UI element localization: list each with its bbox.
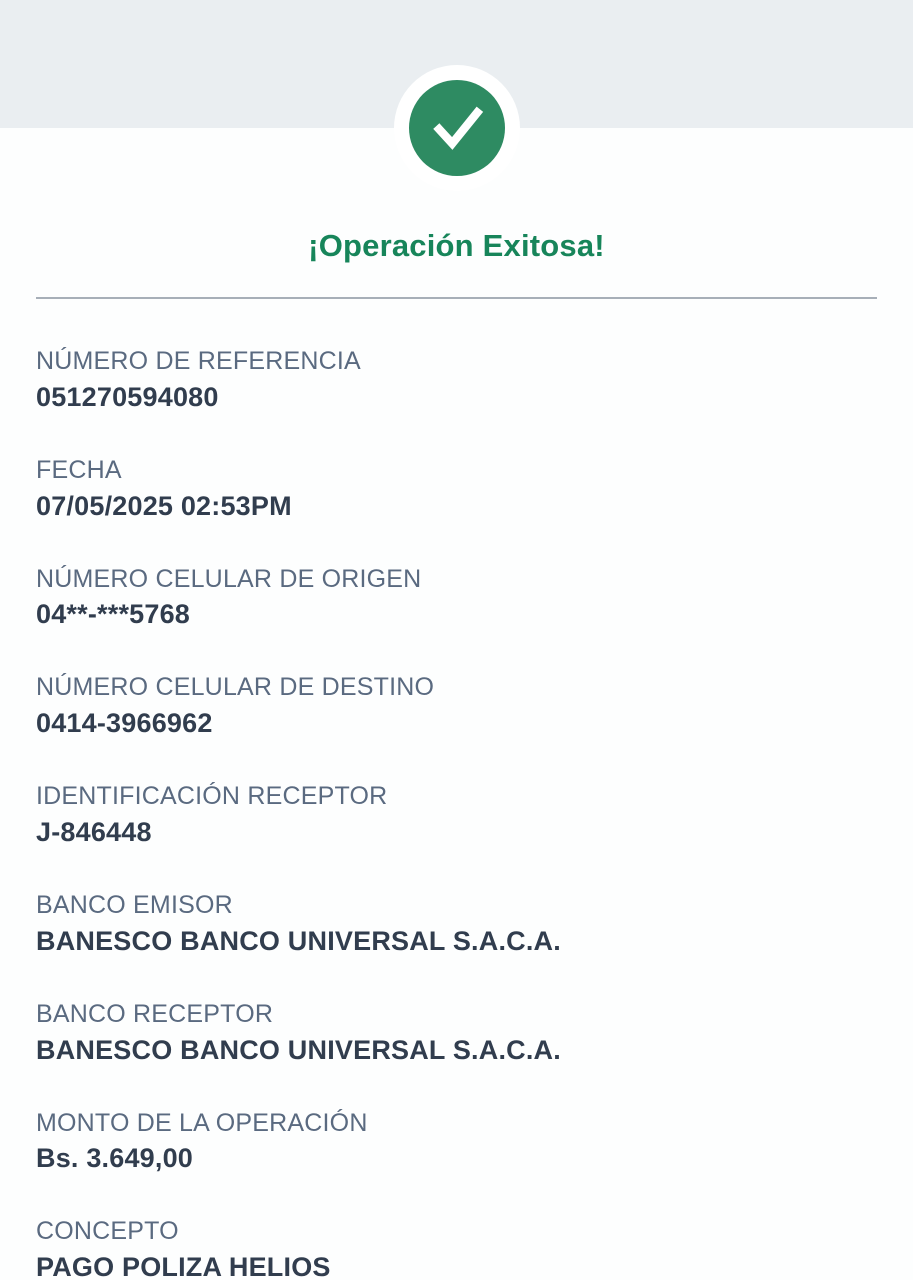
field-receiving-bank <box>36 1000 877 1066</box>
field-label: BANCO RECEPTOR <box>36 999 274 1028</box>
check-circle-icon <box>409 80 505 176</box>
receipt-fields <box>0 299 913 1280</box>
field-label: NÚMERO DE REFERENCIA <box>36 347 361 375</box>
field-label: BANCO EMISOR <box>36 890 233 919</box>
field-value: PAGO POLIZA HELIOS <box>36 1252 331 1280</box>
field-value: BANESCO BANCO UNIVERSAL S.A.C.A. <box>36 925 561 956</box>
field-value: Bs. 3.649,00 <box>36 1143 194 1174</box>
success-title: ¡Operación Exitosa! <box>308 228 605 263</box>
field-label: MONTO DE LA OPERACIÓN <box>36 1108 368 1137</box>
field-destination-phone <box>36 673 877 739</box>
field-value: J-846448 <box>36 816 152 847</box>
field-reference-number <box>36 347 877 413</box>
field-value: 0414-3966962 <box>36 708 213 739</box>
field-label: CONCEPTO <box>36 1217 179 1246</box>
field-concept <box>36 1217 877 1280</box>
field-amount <box>36 1109 877 1175</box>
field-origin-phone <box>36 565 877 631</box>
field-value: 051270594080 <box>36 381 219 412</box>
field-value: 04**-***5768 <box>36 599 191 630</box>
field-value: BANESCO BANCO UNIVERSAL S.A.C.A. <box>36 1034 561 1065</box>
success-icon-halo <box>394 65 520 191</box>
field-value: 07/05/2025 02:53PM <box>36 490 292 521</box>
field-date <box>36 456 877 522</box>
field-label: NÚMERO CELULAR DE ORIGEN <box>36 564 422 593</box>
field-label: NÚMERO CELULAR DE DESTINO <box>36 673 435 702</box>
field-label: FECHA <box>36 455 122 484</box>
field-issuing-bank <box>36 891 877 957</box>
field-receiver-id <box>36 782 877 848</box>
field-label: IDENTIFICACIÓN RECEPTOR <box>36 782 388 811</box>
